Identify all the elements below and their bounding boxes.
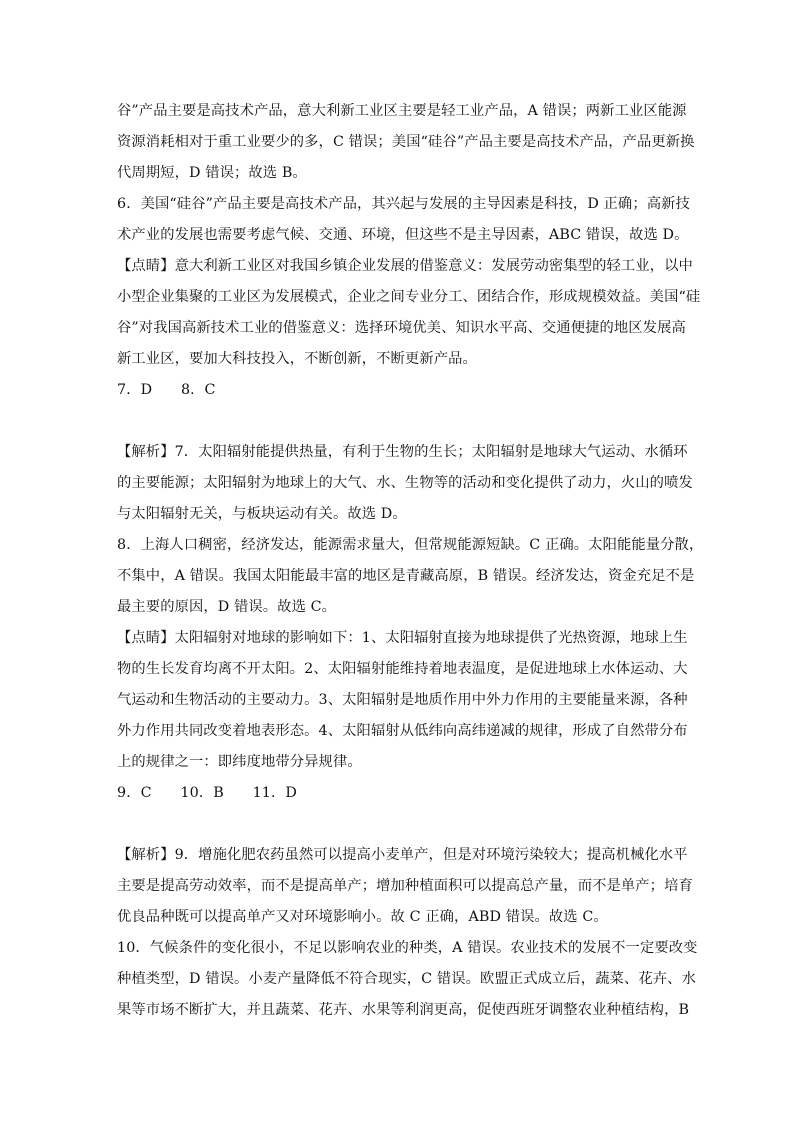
- answers-9-11: 9．C 10．B 11．D: [117, 785, 297, 801]
- text-line-13: 的主要能源；太阳辐射为地球上的大气、水、生物等的活动和变化提供了动力，火山的喷发: [117, 475, 693, 491]
- text-line-20: 气运动和生物活动的主要动力。3、太阳辐射是地质作用中外力作用的主要能量来源，各种: [117, 692, 688, 708]
- text-line-8: 谷”对我国高新技术工业的借鉴意义：选择环境优美、知识水平高、交通便捷的地区发展高: [117, 320, 686, 336]
- text-line-27: 优良品种既可以提高单产又对环境影响小。故 C 正确，ABD 错误。故选 C。: [117, 909, 608, 925]
- text-line-30: 果等市场不断扩大，并且蔬菜、花卉、水果等利润更高，促使西班牙调整农业种植结构，B: [117, 1002, 690, 1018]
- text-line-21: 外力作用共同改变着地表形态。4、太阳辐射从低纬向高纬递减的规律，形成了自然带分布: [117, 723, 688, 739]
- blank-line: [117, 406, 677, 437]
- text-line-15: 8．上海人口稠密，经济发达，能源需求量大，但常规能源短缺。C 正确。太阳能能量分散，: [117, 537, 704, 553]
- answers-7-8: 7．D 8．C: [117, 382, 216, 398]
- blank-line: [117, 809, 677, 840]
- text-line-28: 10．气候条件的变化很小，不足以影响农业的种类，A 错误。农业技术的发展不一定要改变: [117, 940, 698, 956]
- text-line-7: 小型企业集聚的工业区为发展模式，企业之间专业分工、团结合作，形成规模效益。美国“硅: [117, 289, 701, 305]
- text-line-29: 种植类型，D 错误。小麦产量降低不符合现实，C 错误。欧盟正式成立后，蔬菜、花卉、水: [117, 971, 696, 987]
- text-line-18: 【点睛】太阳辐射对地球的影响如下：1、太阳辐射直接为地球提供了光热资源，地球上生: [117, 630, 688, 646]
- text-line-26: 主要是提高劳动效率，而不是提高单产；增加种植面积可以提高总产量，而不是单产；培育: [117, 878, 693, 894]
- text-line-14: 与太阳辐射无关，与板块运动有关。故选 D。: [117, 506, 407, 522]
- text-line-5: 术产业的发展也需要考虑气候、交通、环境，但这些不是主导因素，ABC 错误，故选 D。: [117, 227, 689, 243]
- text-line-2: 资源消耗相对于重工业要少的多，C 错误；美国“硅谷”产品主要是高技术产品，产品更新换: [117, 134, 695, 150]
- text-line-16: 不集中，A 错误。我国太阳能最丰富的地区是青藏高原，B 错误。经济发达，资金充足不是: [117, 568, 695, 584]
- text-line-19: 物的生长发育均离不开太阳。2、太阳辐射能维持着地表温度，是促进地球上水体运动、大: [117, 661, 688, 677]
- text-line-17: 最主要的原因，D 错误。故选 C。: [117, 599, 337, 615]
- text-line-12: 【解析】7．太阳辐射能提供热量，有利于生物的生长；太阳辐射是地球大气运动、水循环: [117, 444, 688, 460]
- text-line-9: 新工业区，要加大科技投入，不断创新，不断更新产品。: [117, 351, 477, 367]
- text-line-6: 【点睛】意大利新工业区对我国乡镇企业发展的借鉴意义：发展劳动密集型的轻工业，以中: [117, 258, 693, 274]
- text-line-22: 上的规律之一：即纬度地带分异规律。: [117, 754, 362, 770]
- text-line-25: 【解析】9．增施化肥农药虽然可以提高小麦单产，但是对环境污染较大；提高机械化水平: [117, 847, 688, 863]
- answer-explanation-text: [117, 96, 704, 1026]
- text-line-3: 代周期短，D 错误；故选 B。: [117, 165, 307, 181]
- text-line-1: 谷”产品主要是高技术产品，意大利新工业区主要是轻工业产品，A 错误；两新工业区能源: [117, 103, 687, 119]
- text-line-4: 6．美国“硅谷”产品主要是高技术产品，其兴起与发展的主导因素是科技，D 正确；高新技: [117, 196, 690, 212]
